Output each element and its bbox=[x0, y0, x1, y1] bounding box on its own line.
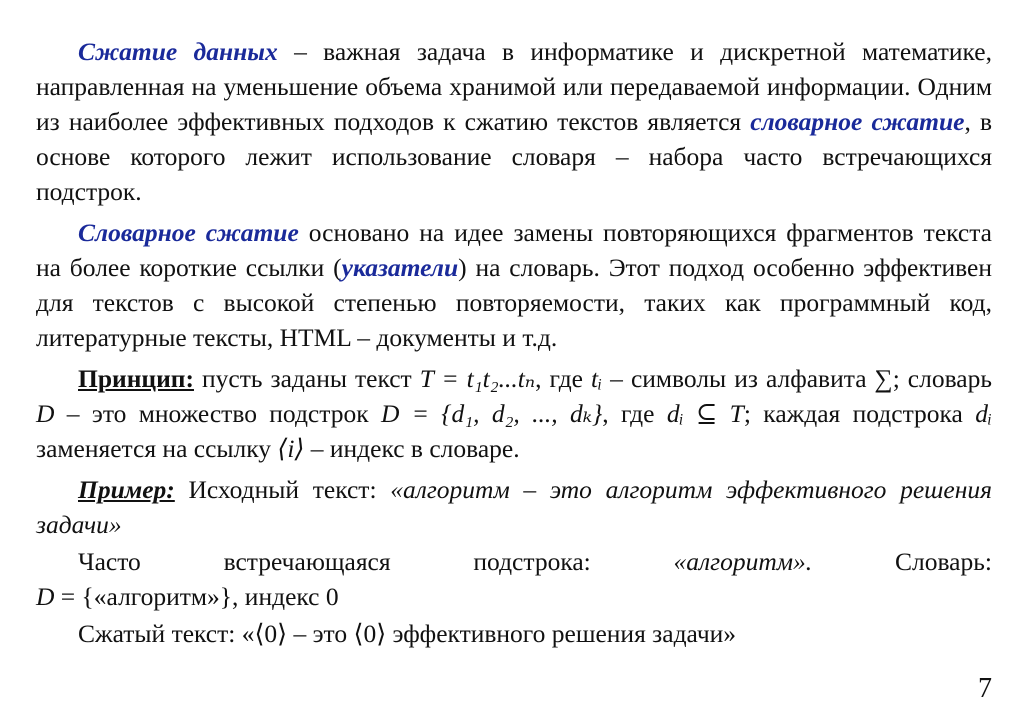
formula-reference: ⟨i⟩ bbox=[277, 434, 305, 463]
paragraph-principle: Принцип: пусть заданы текст T = t₁t₂...tₙ, где tᵢ – символы из алфавита ∑; словарь D – это множество подстрок D = {d₁, d₂, ..., dₖ}, где dᵢ ⊆ T; каждая подстрока dᵢ заменяется на ссылку ⟨i⟩ – индекс в словаре. bbox=[36, 364, 993, 463]
formula-dictionary: D = {d₁, d₂, ..., dₖ} bbox=[380, 399, 603, 428]
term-data-compression: Сжатие данных bbox=[78, 37, 278, 66]
formula-text: T = t₁t₂...tₙ bbox=[419, 364, 536, 393]
paragraph-intro: Сжатие данных – важная задача в информатике и дискретной математике, направленная на уменьшение объема хранимой или передаваемой информации. Одним из наиболее эффективных подходов к сжатию текстов является словарное сжатие, в основе которого лежит использование словаря – набора часто встречающихся подстрок. bbox=[36, 37, 992, 206]
paragraph-example: Пример: Исходный текст: «алгоритм – это алгоритм эффективного решения задачи» bbox=[36, 475, 992, 539]
term-pointers: указатели bbox=[341, 253, 459, 282]
dictionary-line: D = {«алгоритм»}, индекс 0 bbox=[36, 582, 339, 611]
page-number: 7 bbox=[978, 673, 992, 704]
term-dictionary-compression: словарное сжатие bbox=[750, 107, 965, 136]
source-text: «алгоритм – это алгоритм эффективного решения задачи» bbox=[36, 475, 992, 539]
frequent-substring-line: Часто встречающаяся подстрока: «алгоритм». Словарь: bbox=[78, 547, 992, 576]
example-label: Пример: bbox=[78, 475, 175, 504]
term-dictionary-compression-2: Словарное сжатие bbox=[78, 218, 299, 247]
compressed-text-line: Сжатый текст: «⟨0⟩ – это ⟨0⟩ эффективного решения задачи» bbox=[78, 619, 737, 648]
principle-label: Принцип: bbox=[78, 364, 194, 393]
formula-subset: dᵢ ⊆ T bbox=[666, 399, 744, 428]
paragraph-dictionary: Словарное сжатие основано на идее замены повторяющихся фрагментов текста на более короткие ссылки (указатели) на словарь. Этот подход особенно эффективен для текстов с высокой степенью повторяемости, таких как программный код, литературные тексты, HTML – документы и т.д. bbox=[36, 218, 992, 352]
slide-content bbox=[36, 34, 992, 653]
